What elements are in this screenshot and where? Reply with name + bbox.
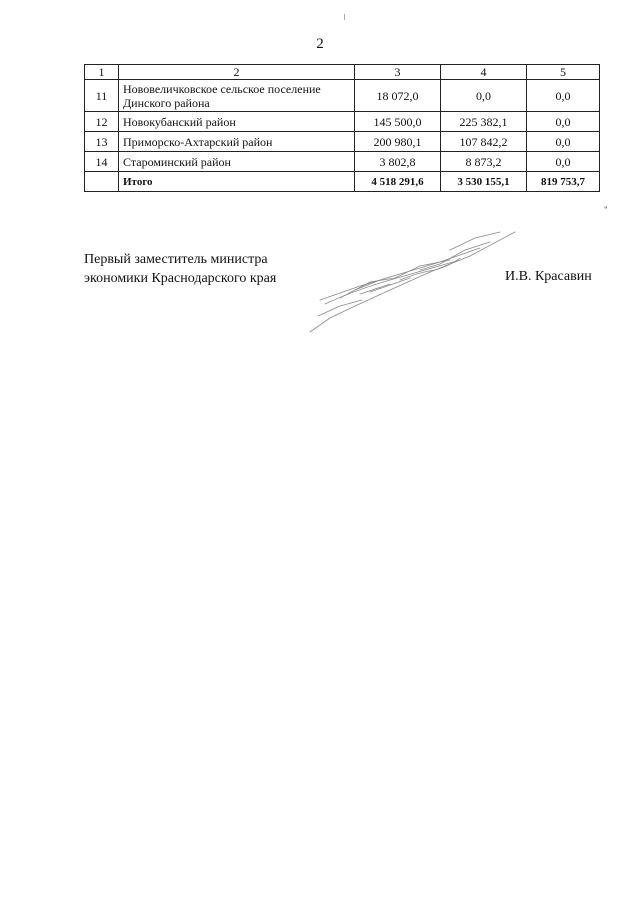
table-row bbox=[85, 80, 600, 112]
row-name: Приморско-Ахтарский район bbox=[119, 132, 355, 152]
row-value-3: 200 980,1 bbox=[355, 132, 441, 152]
signer-title-line1: Первый заместитель министра bbox=[84, 252, 268, 267]
scan-mark bbox=[344, 14, 345, 20]
row-value-5: 0,0 bbox=[527, 132, 600, 152]
row-number: 13 bbox=[85, 132, 119, 152]
data-table bbox=[84, 64, 600, 192]
row-name bbox=[119, 80, 355, 112]
total-value-3: 4 518 291,6 bbox=[355, 172, 441, 192]
signer-title-line2: экономики Краснодарского края bbox=[84, 271, 277, 286]
row-value-4: 8 873,2 bbox=[441, 152, 527, 172]
table-header-row bbox=[85, 65, 600, 80]
row-value-5: 0,0 bbox=[527, 152, 600, 172]
row-value-5: 0,0 bbox=[527, 112, 600, 132]
row-value-5: 0,0 bbox=[527, 80, 600, 112]
signature-block bbox=[84, 250, 276, 288]
row-number: 11 bbox=[85, 80, 119, 112]
total-number-cell bbox=[85, 172, 119, 192]
column-header-5: 5 bbox=[527, 65, 600, 80]
row-name-line2: Динского района bbox=[123, 95, 210, 110]
row-value-3: 145 500,0 bbox=[355, 112, 441, 132]
row-name: Новокубанский район bbox=[119, 112, 355, 132]
table-row bbox=[85, 112, 600, 132]
handwritten-signature bbox=[300, 220, 530, 345]
table-row bbox=[85, 152, 600, 172]
table-total-row bbox=[85, 172, 600, 192]
column-header-3: 3 bbox=[355, 65, 441, 80]
row-value-4: 225 382,1 bbox=[441, 112, 527, 132]
row-name: Староминский район bbox=[119, 152, 355, 172]
closing-quote: " bbox=[604, 205, 608, 215]
column-header-1: 1 bbox=[85, 65, 119, 80]
signer-name: И.В. Красавин bbox=[505, 269, 592, 284]
page-number: 2 bbox=[316, 36, 324, 52]
row-value-3: 18 072,0 bbox=[355, 80, 441, 112]
row-value-4: 0,0 bbox=[441, 80, 527, 112]
row-name-line1: Нововеличковское сельское поселение bbox=[123, 81, 321, 96]
total-value-4: 3 530 155,1 bbox=[441, 172, 527, 192]
column-header-2: 2 bbox=[119, 65, 355, 80]
row-number: 14 bbox=[85, 152, 119, 172]
row-number: 12 bbox=[85, 112, 119, 132]
row-value-3: 3 802,8 bbox=[355, 152, 441, 172]
total-value-5: 819 753,7 bbox=[527, 172, 600, 192]
table-row bbox=[85, 132, 600, 152]
row-value-4: 107 842,2 bbox=[441, 132, 527, 152]
total-label: Итого bbox=[119, 172, 355, 192]
column-header-4: 4 bbox=[441, 65, 527, 80]
